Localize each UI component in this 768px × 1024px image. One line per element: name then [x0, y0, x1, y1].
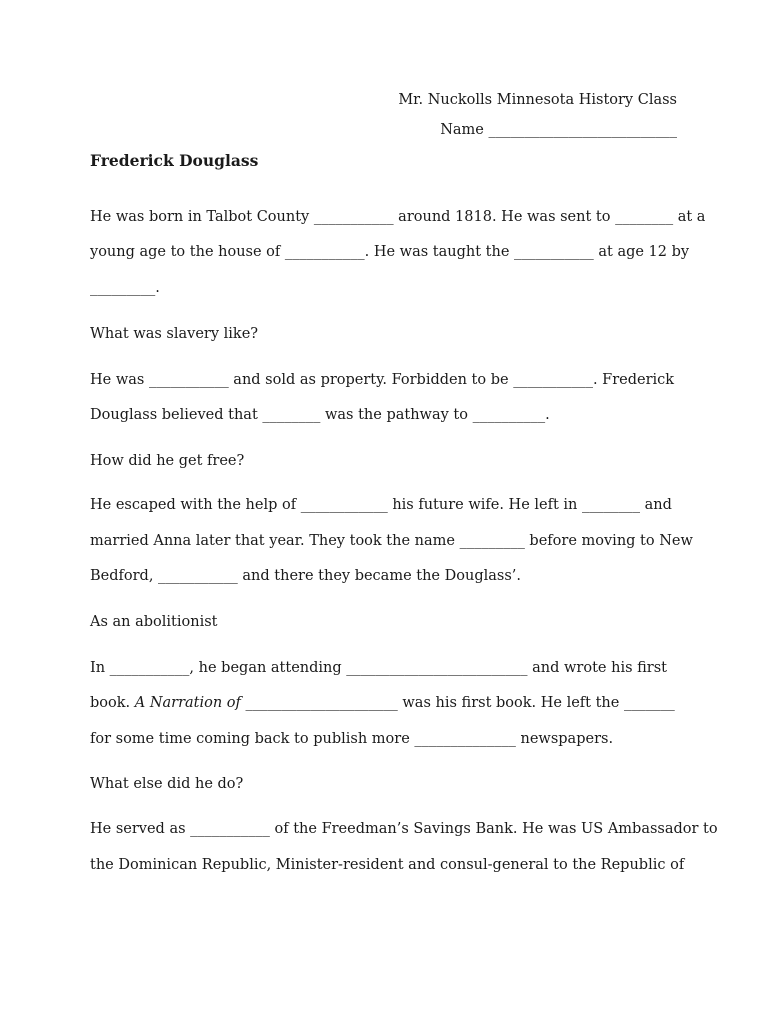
paragraph-line-3: _________.: [90, 280, 160, 296]
line-10-end: _____________________ was his first book. He left the _______: [240, 695, 675, 711]
paragraph-line-10: [90, 695, 675, 711]
paragraph-line-9: In ___________, he began attending _________________________ and wrote his first: [90, 660, 667, 676]
paragraph-line-11: for some time coming back to publish more ______________ newspapers.: [90, 731, 614, 747]
paragraph-line-6: He escaped with the help of ____________ his future wife. He left in ________ and: [90, 497, 672, 513]
book-title-italic: A Narration of: [134, 695, 241, 711]
paragraph-line-8: Bedford, ___________ and there they became the Douglass’.: [90, 568, 521, 584]
paragraph-line-2: young age to the house of ___________. He was taught the ___________ at age 12 by: [90, 244, 690, 260]
paragraph-line-1: He was born in Talbot County ___________ around 1818. He was sent to ________ at a: [90, 209, 706, 225]
paragraph-line-5: Douglass believed that ________ was the pathway to __________.: [90, 407, 550, 423]
worksheet-title: Frederick Douglass: [90, 151, 259, 170]
line-10-start: book.: [90, 695, 135, 711]
paragraph-line-12: He served as ___________ of the Freedman’s Savings Bank. He was US Ambassador to: [90, 821, 718, 837]
paragraph-line-7: married Anna later that year. They took the name _________ before moving to New: [90, 533, 693, 549]
name-field: Name __________________________: [440, 122, 677, 138]
paragraph-line-4: He was ___________ and sold as property. Forbidden to be ___________. Frederick: [90, 372, 675, 388]
section-heading-abolitionist: As an abolitionist: [90, 614, 218, 630]
class-heading: Mr. Nuckolls Minnesota History Class: [398, 92, 677, 108]
section-heading-freedom: How did he get free?: [90, 453, 245, 469]
section-heading-other: What else did he do?: [90, 776, 244, 792]
paragraph-line-13: the Dominican Republic, Minister-resident and consul-general to the Republic of: [90, 857, 685, 873]
section-heading-slavery: What was slavery like?: [90, 326, 259, 342]
